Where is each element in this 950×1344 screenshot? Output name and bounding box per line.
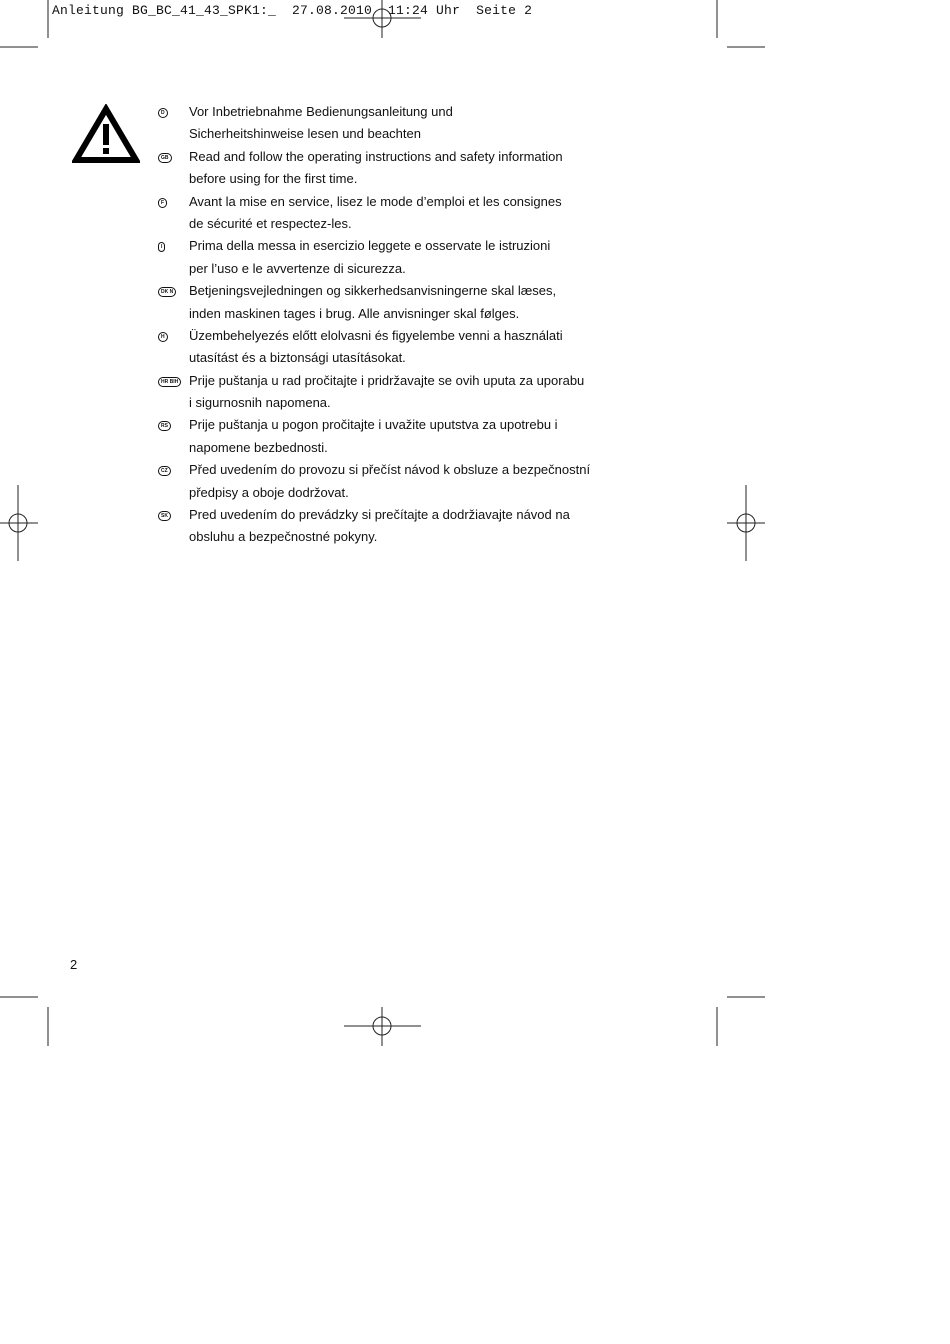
page-number: 2: [70, 957, 78, 972]
notice-entry-cz: [156, 459, 616, 504]
country-code-badge: H: [158, 332, 168, 342]
notice-line: utasítást és a biztonsági utasításokat.: [189, 350, 406, 366]
country-code-badge: CZ: [158, 466, 171, 476]
notice-line: Avant la mise en service, lisez le mode d’emploi et les consignes: [189, 193, 562, 209]
notice-line: Prije puštanja u rad pročitajte i pridržavajte se ovih uputa za uporabu: [189, 372, 585, 388]
notice-line: Read and follow the operating instructions and safety information: [189, 148, 563, 164]
country-code-badge: HR BIH: [158, 377, 181, 387]
notice-line: Prima della messa in esercizio leggete e osservate le istruzioni: [189, 238, 551, 254]
country-code-badge: DK N: [158, 287, 176, 297]
notice-line: Sicherheitshinweise lesen und beachten: [189, 126, 421, 142]
notice-line: per l’uso e le avvertenze di sicurezza.: [189, 260, 406, 276]
country-code-badge: F: [158, 198, 167, 208]
warning-triangle-icon: [72, 104, 140, 164]
notice-line: Üzembehelyezés előtt elolvasni és figyelembe venni a használati: [189, 327, 563, 343]
notice-line: Prije puštanja u pogon pročitajte i uvažite uputstva za upotrebu i: [189, 417, 558, 433]
notice-entry-gb: [156, 146, 616, 191]
notice-entry-dk-n: [156, 280, 616, 325]
notice-line: Betjeningsvejledningen og sikkerhedsanvisningerne skal læses,: [189, 283, 557, 299]
notice-entry-sk: [156, 504, 616, 549]
country-code-badge: SK: [158, 511, 171, 521]
country-code-badge: I: [158, 242, 165, 252]
country-code-badge: RS: [158, 421, 171, 431]
notice-line: předpisy a oboje dodržovat.: [189, 484, 349, 500]
notice-line: Před uvedením do provozu si přečíst návod k obsluze a bezpečnostní: [189, 462, 591, 478]
notice-entry-hu: [156, 325, 616, 370]
country-code-badge: D: [158, 108, 168, 118]
safety-notice-list: [156, 101, 616, 549]
notice-line: Pred uvedením do prevádzky si prečítajte a dodržiavajte návod na: [189, 507, 570, 523]
notice-entry-fr: [156, 191, 616, 236]
notice-line: Vor Inbetriebnahme Bedienungsanleitung und: [189, 104, 453, 119]
country-code-badge: GB: [158, 153, 172, 163]
notice-entry-de: [156, 101, 616, 146]
notice-entry-rs: [156, 414, 616, 459]
notice-line: obsluhu a bezpečnostné pokyny.: [189, 529, 378, 545]
print-slug: Anleitung BG_BC_41_43_SPK1:_ 27.08.2010 11:24 Uhr Seite 2: [52, 3, 533, 18]
notice-line: i sigurnosnih napomena.: [189, 395, 331, 411]
notice-entry-hr-bih: [156, 370, 616, 415]
notice-line: before using for the first time.: [189, 171, 358, 187]
notice-line: inden maskinen tages i brug. Alle anvisninger skal følges.: [189, 305, 520, 321]
notice-line: de sécurité et respectez-les.: [189, 215, 352, 231]
notice-entry-it: [156, 235, 616, 280]
notice-line: napomene bezbednosti.: [189, 439, 328, 455]
